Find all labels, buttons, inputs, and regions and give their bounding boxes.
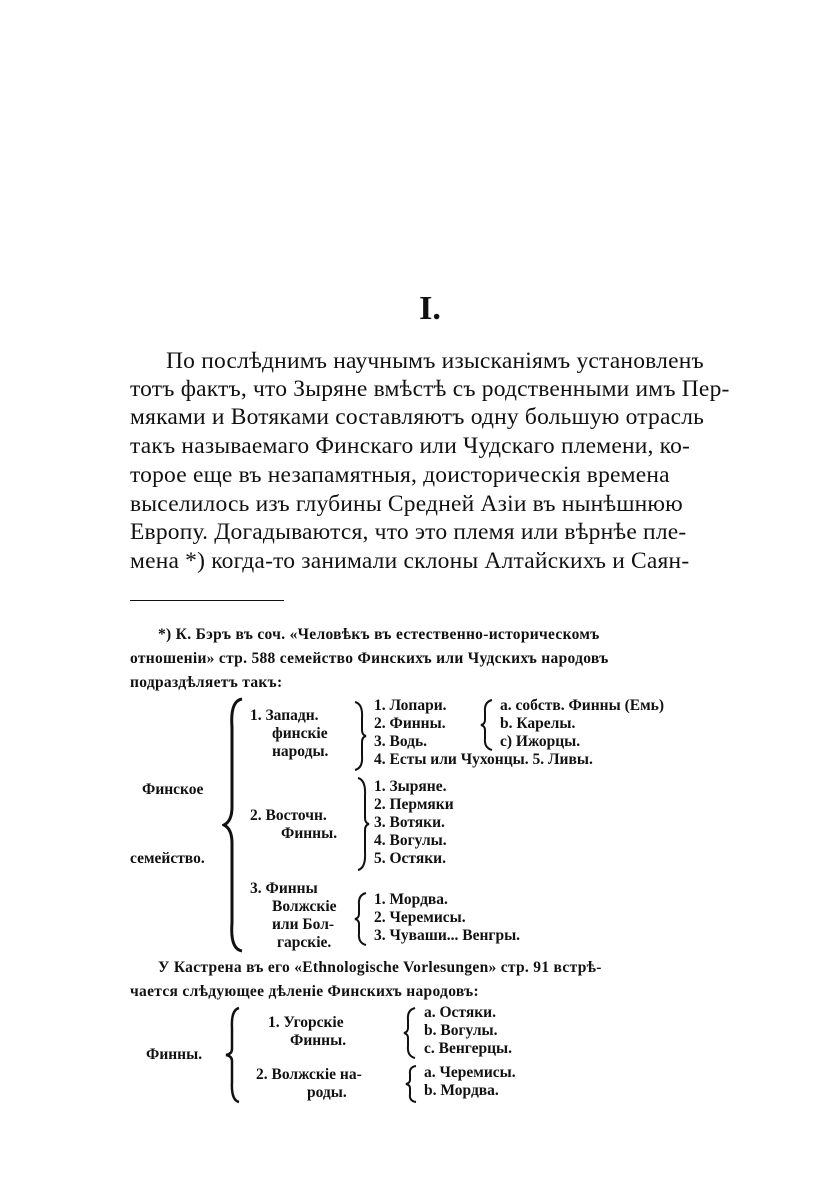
baer-group-3-item-2: 2. Черемисы. [374, 909, 466, 926]
castren-group-2-item-2: b. Мордва. [424, 1082, 499, 1099]
castren-group-1-name-2: Финны. [290, 1032, 347, 1049]
castren-root-brace [224, 1006, 242, 1104]
footnote-line-1: *) К. Бэръ въ соч. «Человѣкъ въ естественно-историческомъ [158, 626, 600, 643]
castren-group-1-item-3: c. Венгерцы. [424, 1040, 513, 1057]
baer-group-2-brace [354, 776, 370, 872]
baer-root-label-1: Финское [142, 781, 204, 798]
body-line-7: Европу. Догадываются, что это племя или вѣрнѣе пле- [130, 519, 687, 545]
castren-group-2-name-1: 2. Волжскіе на- [256, 1066, 362, 1083]
baer-finns-subbrace [480, 698, 496, 752]
baer-group-1-name-2: финскіе [272, 725, 328, 742]
castren-group-2-item-1: a. Черемисы. [424, 1064, 516, 1081]
baer-root-label-2: семейство. [130, 850, 205, 867]
baer-group-1-item-4: 4. Есты или Чухонцы. 5. Ливы. [374, 751, 593, 768]
baer-group-3-name-4: гарскіе. [277, 934, 332, 951]
baer-group-2-name-2: Финны. [281, 825, 338, 842]
body-line-6: выселилось изъ глубины Средней Азіи въ нынѣшнюю [130, 491, 683, 517]
castren-group-1-item-1: a. Остяки. [424, 1004, 496, 1021]
baer-group-1-item-1: 1. Лопари. [374, 697, 447, 714]
baer-group-3-name-3: или Бол- [272, 916, 335, 933]
baer-root-brace [222, 697, 246, 953]
baer-group-1-name-1: 1. Западн. [250, 707, 319, 724]
baer-group-2-item-2: 2. Пермяки [374, 796, 454, 813]
chapter-number: I. [419, 290, 441, 327]
baer-group-2-item-4: 4. Вогулы. [374, 832, 447, 849]
baer-group-1-subitem-3: c) Ижорцы. [500, 733, 581, 750]
baer-group-3-brace [354, 891, 370, 947]
footnote-line-2: отношеніи» стр. 588 семейство Финскихъ или Чудскихъ народовъ [130, 650, 609, 667]
footnote-rule [130, 600, 284, 601]
baer-group-1-item-2: 2. Финны. [374, 715, 446, 732]
baer-group-3-item-1: 1. Мордва. [374, 891, 448, 908]
baer-group-2-item-3: 3. Вотяки. [374, 814, 445, 831]
body-line-3: мяками и Вотяками составляютъ одну большую отрасль [130, 404, 705, 430]
baer-group-1-item-3: 3. Водь. [374, 733, 428, 750]
baer-group-1-subitem-2: b. Карелы. [500, 715, 576, 732]
body-line-2: тотъ фактъ, что Зыряне вмѣстѣ съ родственными имъ Пер- [130, 376, 730, 402]
body-line-8: мена *) когда-то занимали склоны Алтайскихъ и Саян- [130, 548, 690, 574]
castren-group-2-name-2: роды. [307, 1084, 347, 1101]
baer-group-2-item-5: 5. Остяки. [374, 850, 446, 867]
baer-group-3-name-1: 3. Финны [250, 880, 318, 897]
baer-group-2-item-1: 1. Зыряне. [374, 778, 447, 795]
baer-group-3-name-2: Волжскіе [272, 898, 337, 915]
castren-line-2: чается слѣдующее дѣленіе Финскихъ народовъ: [130, 983, 479, 1000]
body-line-1: По послѣднимъ научнымъ изысканіямъ установленъ [166, 348, 704, 374]
body-line-5: торое еще въ незапамятныя, доисторическія времена [130, 462, 670, 488]
body-line-4: такъ называемаго Финскаго или Чудскаго племени, ко- [130, 433, 691, 459]
castren-root-label: Финны. [146, 1046, 203, 1063]
castren-group-1-brace [403, 1006, 419, 1060]
baer-group-1-brace [351, 700, 367, 772]
castren-group-1-item-2: b. Вогулы. [424, 1022, 498, 1039]
baer-group-1-name-3: народы. [272, 743, 329, 760]
castren-group-2-brace [405, 1064, 419, 1104]
castren-group-1-name-1: 1. Угорскіе [268, 1014, 344, 1031]
footnote-line-3: подраздѣляетъ такъ: [130, 674, 283, 691]
baer-group-3-item-3: 3. Чуваши... Венгры. [374, 927, 521, 944]
baer-group-1-subitem-1: a. собств. Финны (Емь) [500, 697, 664, 714]
castren-line-1: У Кастрена въ его «Ethnologische Vorlesungen» стр. 91 встрѣ- [158, 959, 602, 976]
baer-group-2-name-1: 2. Восточн. [250, 807, 327, 824]
